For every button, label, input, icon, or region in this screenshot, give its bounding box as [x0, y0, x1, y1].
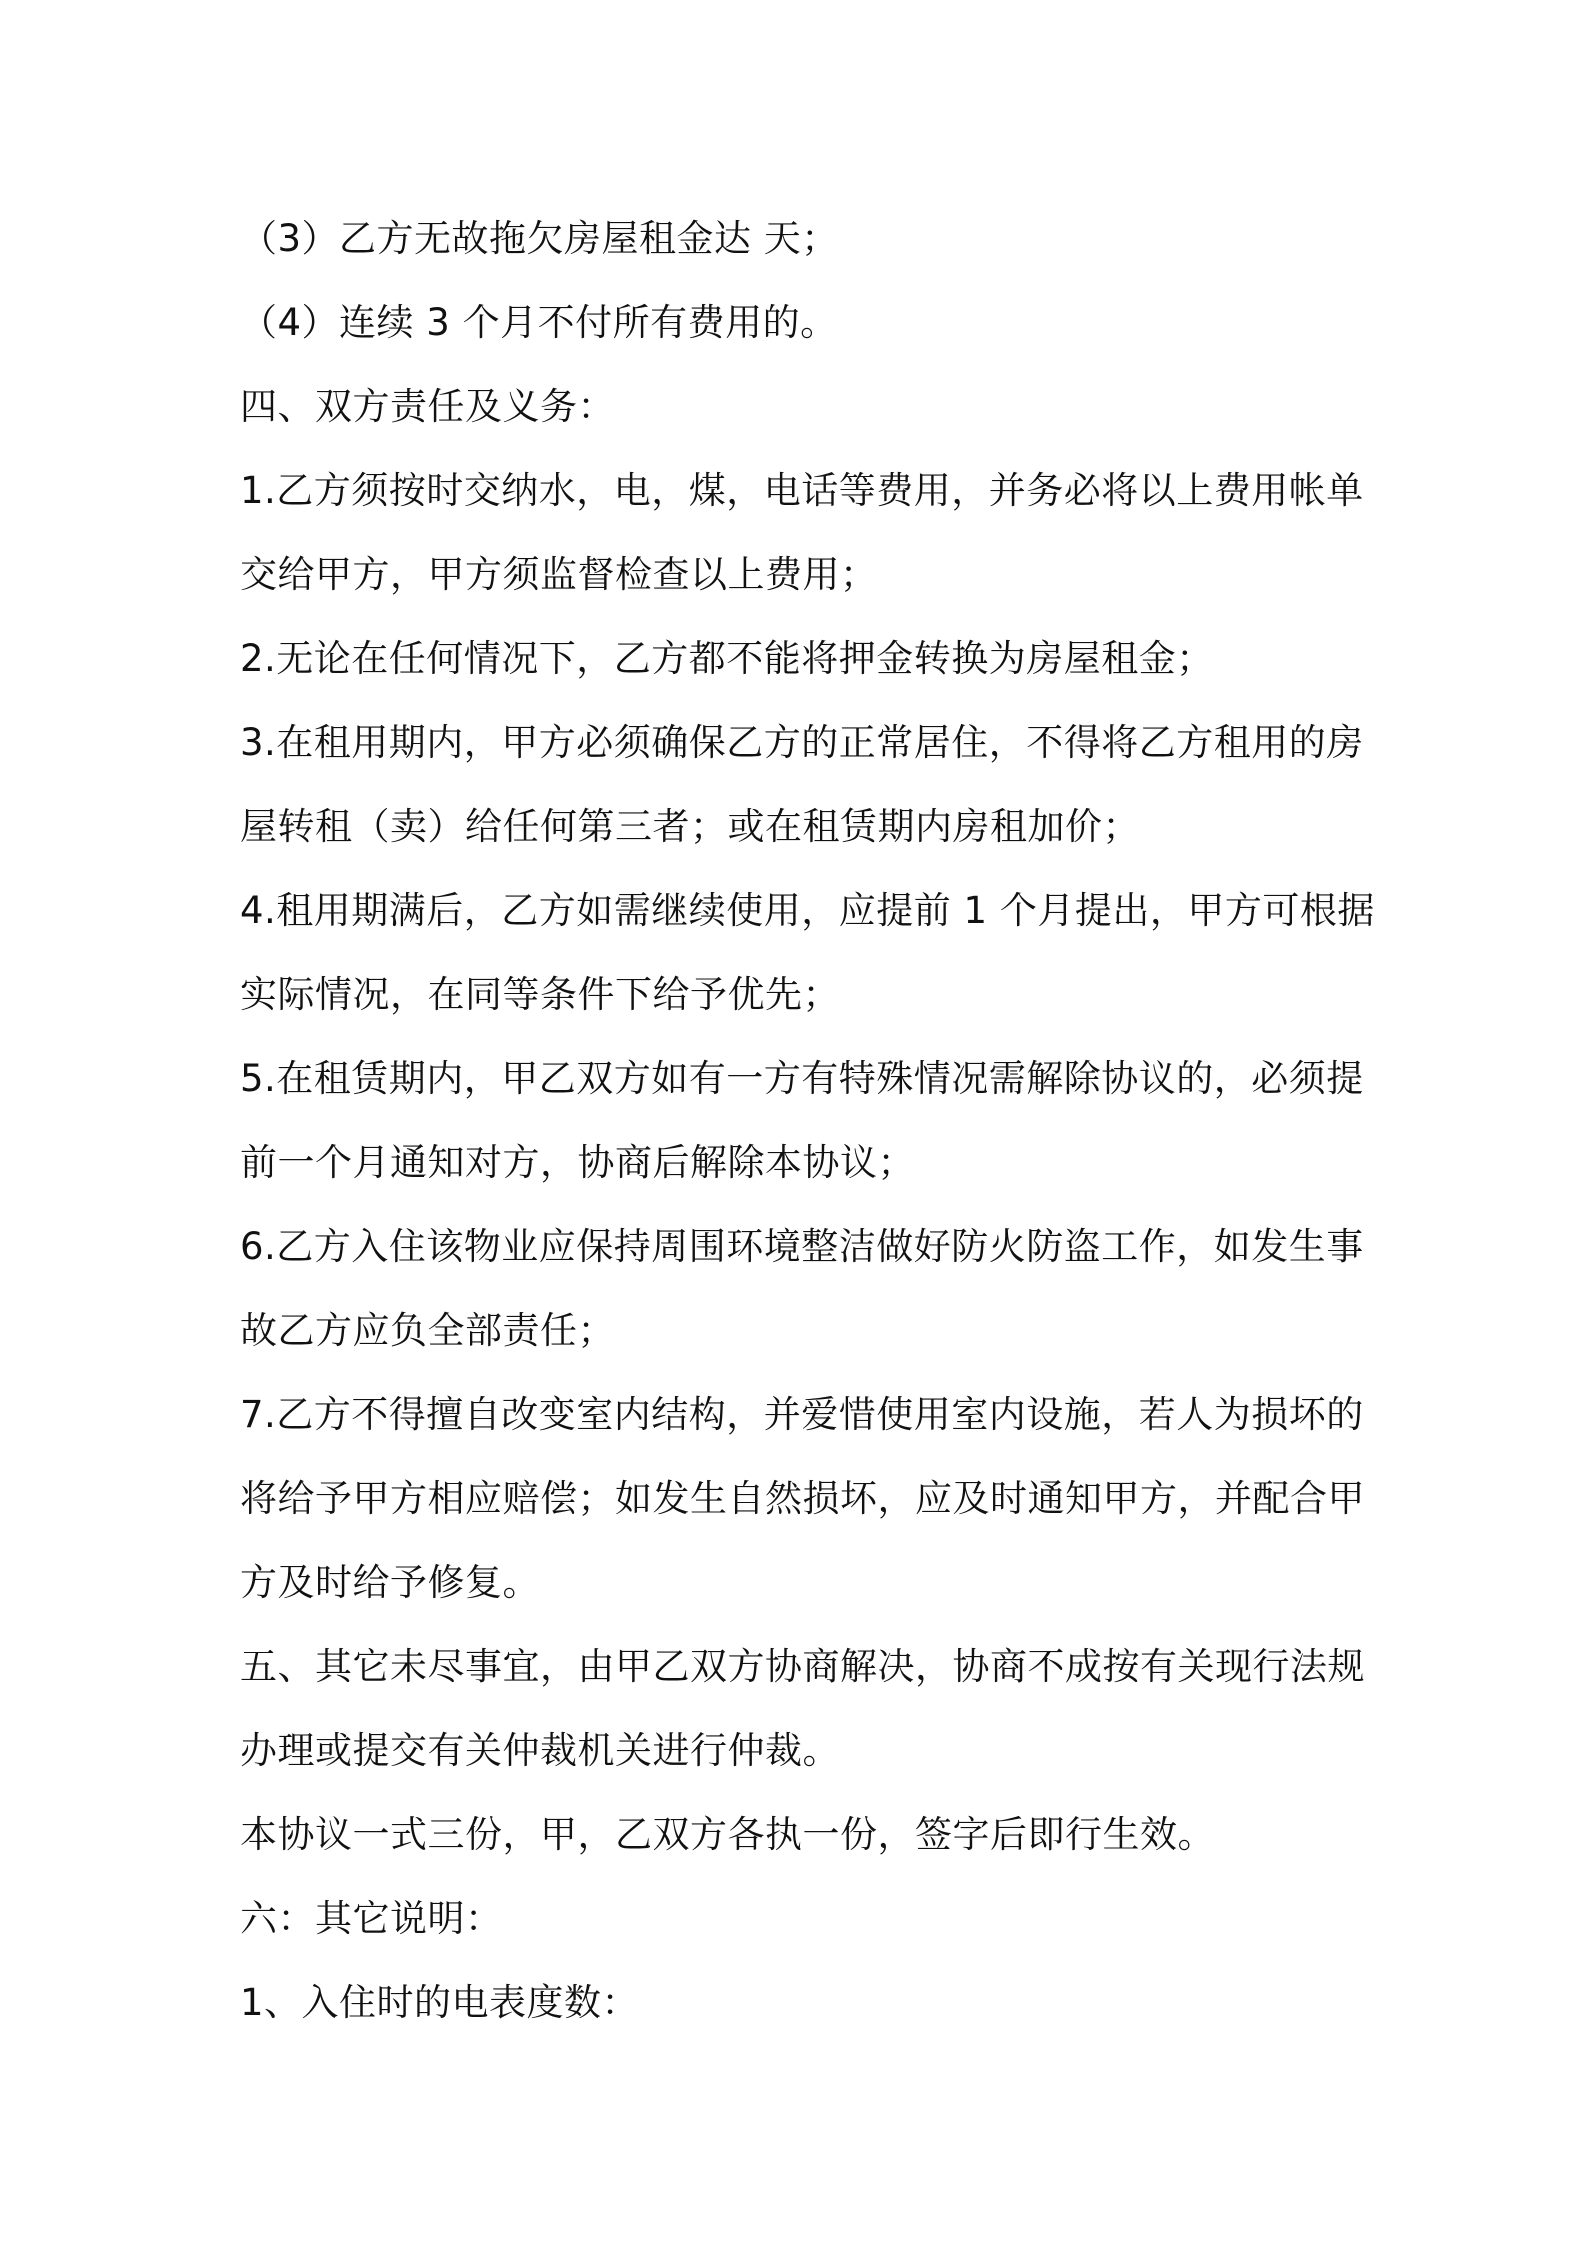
electric-meter-reading-line: 1、入住时的电表度数： — [240, 1981, 640, 2024]
duty-6-line-2: 故乙方应负全部责任； — [240, 1309, 615, 1352]
duty-6-line-1: 6.乙方入住该物业应保持周围环境整洁做好防火防盗工作，如发生事 — [240, 1225, 1364, 1268]
duty-4-line-2: 实际情况，在同等条件下给予优先； — [240, 973, 840, 1016]
section-5-line-2: 办理或提交有关仲裁机关进行仲裁。 — [240, 1729, 840, 1772]
duty-1-line-2: 交给甲方，甲方须监督检查以上费用； — [240, 553, 878, 596]
duty-3-line-2: 屋转租（卖）给任何第三者；或在租赁期内房租加价； — [240, 805, 1140, 848]
section-4-heading: 四、双方责任及义务： — [240, 385, 615, 428]
duty-4-line-1: 4.租用期满后，乙方如需继续使用，应提前 1 个月提出，甲方可根据 — [240, 889, 1375, 932]
document-body — [240, 197, 1375, 2045]
section-6-heading: 六：其它说明： — [240, 1897, 503, 1940]
clause-3-3-line: （3）乙方无故拖欠房屋租金达 天； — [240, 217, 839, 260]
duty-3-line-1: 3.在租用期内，甲方必须确保乙方的正常居住，不得将乙方租用的房 — [240, 721, 1364, 764]
duty-1-line-1: 1.乙方须按时交纳水，电，煤，电话等费用，并务必将以上费用帐单 — [240, 469, 1364, 512]
agreement-copies-line: 本协议一式三份，甲，乙双方各执一份，签字后即行生效。 — [240, 1813, 1215, 1856]
section-5-line-1: 五、其它未尽事宜，由甲乙双方协商解决，协商不成按有关现行法规 — [240, 1645, 1365, 1688]
duty-2-line: 2.无论在任何情况下，乙方都不能将押金转换为房屋租金； — [240, 637, 1214, 680]
duty-7-line-1: 7.乙方不得擅自改变室内结构，并爱惜使用室内设施，若人为损坏的 — [240, 1393, 1364, 1436]
duty-7-line-2: 将给予甲方相应赔偿；如发生自然损坏，应及时通知甲方，并配合甲 — [240, 1477, 1365, 1520]
duty-7-line-3: 方及时给予修复。 — [240, 1561, 540, 1604]
duty-5-line-2: 前一个月通知对方，协商后解除本协议； — [240, 1141, 915, 1184]
duty-5-line-1: 5.在租赁期内，甲乙双方如有一方有特殊情况需解除协议的，必须提 — [240, 1057, 1364, 1100]
clause-3-4-line: （4）连续 3 个月不付所有费用的。 — [240, 301, 838, 344]
